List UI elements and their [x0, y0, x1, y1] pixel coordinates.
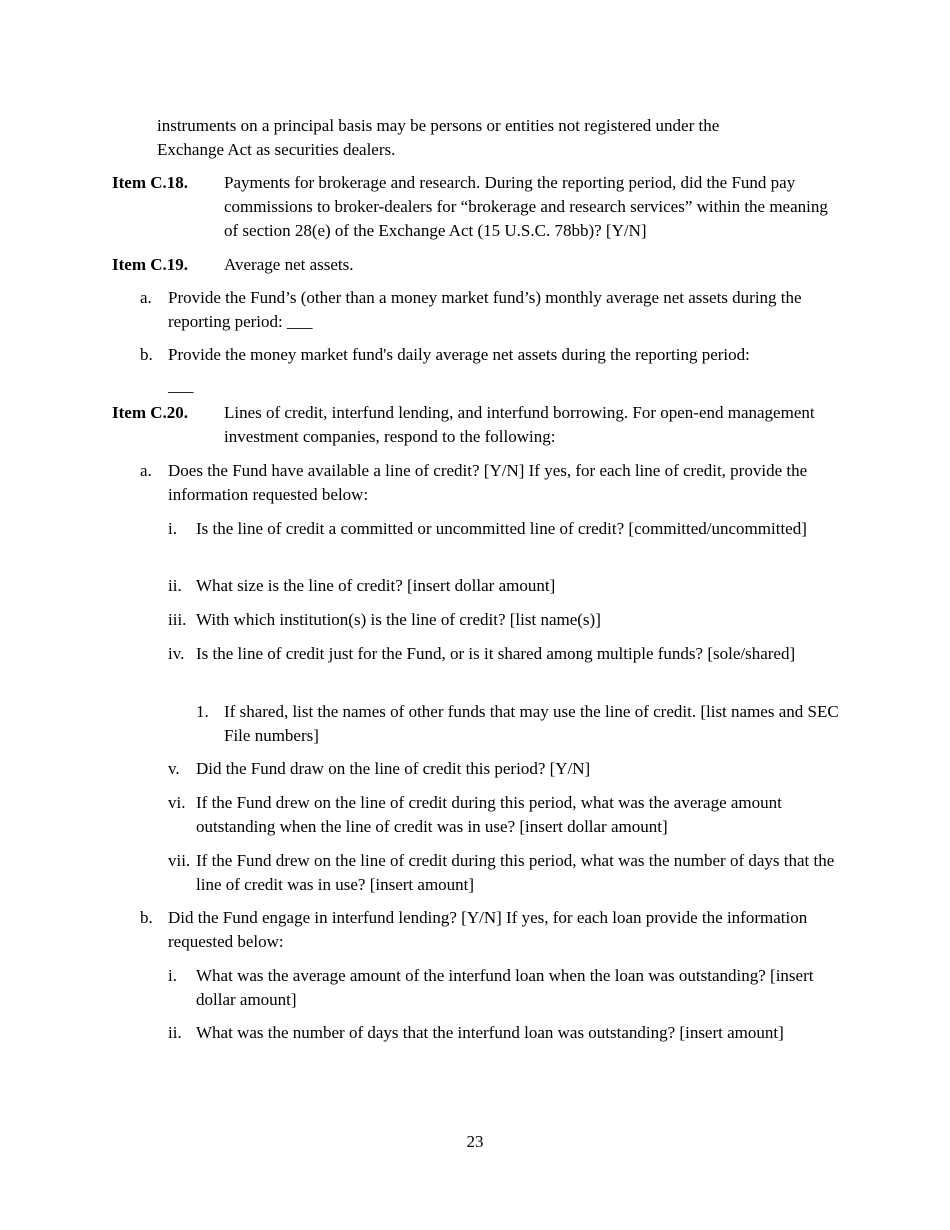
list-marker: a. — [140, 288, 152, 307]
list-marker: i. — [168, 519, 177, 538]
carryover-line-1: instruments on a principal basis may be persons or entities not registered under the — [157, 116, 720, 135]
item-c20-b-i-text: What was the average amount of the interfund loan when the loan was outstanding? [insert dollar amount] — [196, 966, 814, 1009]
item-c20-a-vi-text: If the Fund drew on the line of credit during this period, what was the average amount outstanding when the line of credit was in use? [insert dollar amount] — [196, 793, 782, 836]
item-c20-a-iv-text: Is the line of credit just for the Fund, or is it shared among multiple funds? [sole/shared] — [196, 644, 796, 663]
item-c19-b-text: Provide the money market fund's daily average net assets during the reporting period: — [168, 345, 750, 364]
item-c19-text: Average net assets. — [224, 255, 354, 274]
list-marker: ii. — [168, 1023, 182, 1042]
item-c20-a-iii-text: With which institution(s) is the line of credit? [list name(s)] — [196, 610, 601, 629]
item-c20-a-ii-text: What size is the line of credit? [insert dollar amount] — [196, 576, 556, 595]
list-marker: b. — [140, 908, 153, 927]
list-marker: vii. — [168, 851, 191, 870]
item-c20-a-v-text: Did the Fund draw on the line of credit this period? [Y/N] — [196, 759, 591, 778]
item-c20-a-text: Does the Fund have available a line of credit? [Y/N] If yes, for each line of credit, provide the information requested below: — [168, 461, 808, 504]
item-c18-label: Item C.18. — [112, 173, 189, 192]
item-c19-a-text: Provide the Fund’s (other than a money market fund’s) monthly average net assets during the reporting period: ___ — [168, 288, 802, 331]
item-c18-text: Payments for brokerage and research. During the reporting period, did the Fund pay commissions to broker-dealers for “brokerage and research services” within the meaning of section 28(e) of the Exchange Act (15 U.S.C. 78bb)? [Y/N] — [224, 173, 828, 240]
carryover-line-2: Exchange Act as securities dealers. — [157, 140, 396, 159]
item-c19-label: Item C.19. — [112, 255, 189, 274]
list-marker: vi. — [168, 793, 186, 812]
item-c20-b-text: Did the Fund engage in interfund lending? [Y/N] If yes, for each loan provide the information requested below: — [168, 908, 808, 951]
list-marker: v. — [168, 759, 180, 778]
item-c20-a-iv-1-text: If shared, list the names of other funds that may use the line of credit. [list names and SEC File numbers] — [224, 702, 839, 745]
item-c20-text: Lines of credit, interfund lending, and interfund borrowing. For open-end management investment companies, respond to the following: — [224, 403, 815, 446]
page-number: 23 — [466, 1132, 484, 1151]
list-marker: 1. — [196, 702, 209, 721]
item-c20-b-ii-text: What was the number of days that the interfund loan was outstanding? [insert amount] — [196, 1023, 784, 1042]
list-marker: iii. — [168, 610, 187, 629]
list-marker: a. — [140, 461, 152, 480]
list-marker: b. — [140, 345, 153, 364]
list-marker: iv. — [168, 644, 185, 663]
item-c20-label: Item C.20. — [112, 403, 189, 422]
list-marker: ii. — [168, 576, 182, 595]
item-c20-a-vii-text: If the Fund drew on the line of credit during this period, what was the number of days that the line of credit was in use? [insert amount] — [196, 851, 835, 894]
carryover-paragraph — [157, 114, 847, 162]
list-marker: i. — [168, 966, 177, 985]
item-c20-a-i-text: Is the line of credit a committed or uncommitted line of credit? [committed/uncommitted] — [196, 519, 807, 538]
fill-in-blank: ___ — [168, 376, 194, 395]
